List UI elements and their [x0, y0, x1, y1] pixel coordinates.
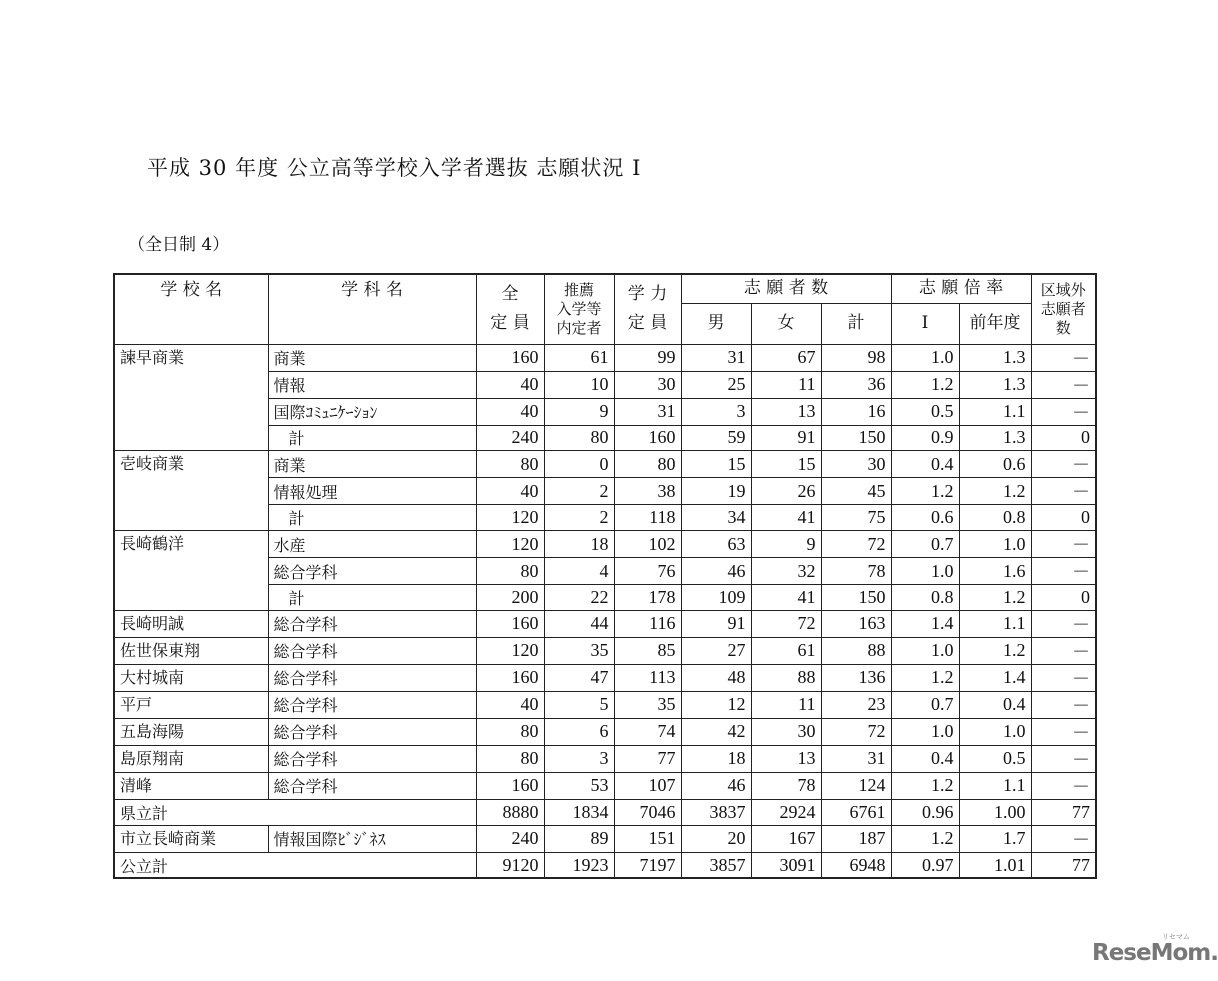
cell-capacity: 40 [476, 398, 544, 425]
cell-total: 150 [821, 585, 891, 611]
cell-recommended: 6 [544, 718, 614, 745]
cell-recommended: 35 [544, 637, 614, 664]
cell-total: 124 [821, 772, 891, 799]
cell-academic-capacity: 116 [614, 610, 681, 637]
cell-capacity: 40 [476, 691, 544, 718]
cell-female: 167 [751, 825, 821, 852]
cell-academic-capacity: 38 [614, 478, 681, 505]
cell-capacity: 200 [476, 585, 544, 611]
header-school: 学 校 名 [114, 274, 268, 344]
header-recommended: 推薦 入学等 内定者 [544, 274, 614, 344]
cell-outside-district: 0 [1031, 505, 1096, 531]
cell-ratio-current: 0.5 [891, 398, 959, 425]
cell-female: 9 [751, 531, 821, 558]
cell-outside-district: 77 [1031, 799, 1096, 825]
cell-ratio-previous: 0.4 [959, 691, 1031, 718]
cell-recommended: 3 [544, 745, 614, 772]
cell-recommended: 80 [544, 425, 614, 451]
cell-academic-capacity: 160 [614, 425, 681, 451]
cell-recommended: 53 [544, 772, 614, 799]
cell-total: 163 [821, 610, 891, 637]
cell-academic-capacity: 113 [614, 664, 681, 691]
subject-name: 総合学科 [268, 691, 476, 718]
cell-ratio-current: 1.0 [891, 344, 959, 371]
cell-female: 88 [751, 664, 821, 691]
cell-academic-capacity: 7046 [614, 799, 681, 825]
cell-ratio-previous: 1.2 [959, 478, 1031, 505]
cell-female: 26 [751, 478, 821, 505]
subject-name: 総合学科 [268, 745, 476, 772]
school-name: 長崎明誠 [114, 610, 268, 637]
cell-outside-district: － [1031, 637, 1096, 664]
cell-academic-capacity: 80 [614, 451, 681, 478]
cell-recommended: 89 [544, 825, 614, 852]
cell-ratio-previous: 0.8 [959, 505, 1031, 531]
cell-outside-district: － [1031, 772, 1096, 799]
cell-total: 45 [821, 478, 891, 505]
cell-outside-district: － [1031, 451, 1096, 478]
cell-total: 6761 [821, 799, 891, 825]
cell-ratio-previous: 1.4 [959, 664, 1031, 691]
cell-outside-district: － [1031, 398, 1096, 425]
cell-ratio-current: 1.0 [891, 637, 959, 664]
header-male: 男 [681, 303, 751, 344]
cell-ratio-current: 1.2 [891, 478, 959, 505]
cell-outside-district: － [1031, 691, 1096, 718]
cell-outside-district: 0 [1031, 425, 1096, 451]
subject-name: 総合学科 [268, 558, 476, 585]
school-name: 大村城南 [114, 664, 268, 691]
cell-ratio-previous: 1.00 [959, 799, 1031, 825]
cell-male: 25 [681, 371, 751, 398]
cell-ratio-current: 1.2 [891, 825, 959, 852]
cell-recommended: 1923 [544, 852, 614, 878]
cell-male: 91 [681, 610, 751, 637]
cell-male: 109 [681, 585, 751, 611]
cell-capacity: 160 [476, 772, 544, 799]
table-row [114, 691, 1096, 718]
header-subject: 学 科 名 [268, 274, 476, 344]
cell-total: 36 [821, 371, 891, 398]
cell-outside-district: － [1031, 558, 1096, 585]
cell-female: 78 [751, 772, 821, 799]
cell-male: 12 [681, 691, 751, 718]
cell-recommended: 4 [544, 558, 614, 585]
cell-female: 41 [751, 505, 821, 531]
page-subtitle: （全日制 4） [128, 235, 230, 255]
school-name: 佐世保東翔 [114, 637, 268, 664]
header-applicants: 志 願 者 数 [681, 274, 891, 303]
cell-female: 2924 [751, 799, 821, 825]
cell-ratio-previous: 1.2 [959, 585, 1031, 611]
cell-outside-district: － [1031, 371, 1096, 398]
cell-academic-capacity: 178 [614, 585, 681, 611]
cell-ratio-current: 0.6 [891, 505, 959, 531]
cell-female: 11 [751, 371, 821, 398]
cell-capacity: 240 [476, 425, 544, 451]
cell-recommended: 44 [544, 610, 614, 637]
cell-ratio-current: 0.7 [891, 531, 959, 558]
cell-recommended: 22 [544, 585, 614, 611]
cell-capacity: 120 [476, 505, 544, 531]
cell-academic-capacity: 76 [614, 558, 681, 585]
school-name: 平戸 [114, 691, 268, 718]
cell-capacity: 160 [476, 344, 544, 371]
header-outside-district: 区域外 志願者 数 [1031, 274, 1096, 344]
table-row [114, 664, 1096, 691]
table-row [114, 825, 1096, 852]
cell-recommended: 10 [544, 371, 614, 398]
cell-total: 187 [821, 825, 891, 852]
cell-total: 6948 [821, 852, 891, 878]
header-ratio-previous: 前年度 [959, 303, 1031, 344]
cell-capacity: 120 [476, 637, 544, 664]
cell-ratio-previous: 1.01 [959, 852, 1031, 878]
total-label: 県立計 [114, 799, 476, 825]
cell-male: 19 [681, 478, 751, 505]
cell-outside-district: 0 [1031, 585, 1096, 611]
cell-outside-district: － [1031, 745, 1096, 772]
cell-ratio-current: 1.4 [891, 610, 959, 637]
cell-total: 72 [821, 531, 891, 558]
cell-academic-capacity: 107 [614, 772, 681, 799]
cell-ratio-current: 0.4 [891, 745, 959, 772]
subject-name: 商業 [268, 344, 476, 371]
cell-male: 15 [681, 451, 751, 478]
cell-ratio-previous: 1.3 [959, 371, 1031, 398]
table-row [114, 745, 1096, 772]
subject-name: 総合学科 [268, 718, 476, 745]
header-female: 女 [751, 303, 821, 344]
cell-capacity: 80 [476, 451, 544, 478]
cell-male: 20 [681, 825, 751, 852]
school-name: 清峰 [114, 772, 268, 799]
cell-capacity: 40 [476, 371, 544, 398]
school-name: 諫早商業 [114, 344, 268, 451]
cell-total: 78 [821, 558, 891, 585]
cell-outside-district: － [1031, 478, 1096, 505]
total-label: 公立計 [114, 852, 476, 878]
cell-outside-district: － [1031, 664, 1096, 691]
cell-male: 18 [681, 745, 751, 772]
subject-name: 総合学科 [268, 610, 476, 637]
cell-outside-district: － [1031, 531, 1096, 558]
header-ratio: 志 願 倍 率 [891, 274, 1031, 303]
cell-recommended: 9 [544, 398, 614, 425]
cell-capacity: 240 [476, 825, 544, 852]
cell-male: 42 [681, 718, 751, 745]
cell-academic-capacity: 35 [614, 691, 681, 718]
applications-table [113, 273, 1097, 879]
subtotal-label: 計 [268, 505, 476, 531]
subject-name: 総合学科 [268, 772, 476, 799]
cell-academic-capacity: 85 [614, 637, 681, 664]
cell-male: 63 [681, 531, 751, 558]
cell-female: 61 [751, 637, 821, 664]
table-row [114, 637, 1096, 664]
cell-ratio-previous: 1.1 [959, 398, 1031, 425]
cell-capacity: 80 [476, 718, 544, 745]
cell-female: 3091 [751, 852, 821, 878]
table-row [114, 772, 1096, 799]
cell-outside-district: － [1031, 610, 1096, 637]
table-row [114, 718, 1096, 745]
cell-recommended: 47 [544, 664, 614, 691]
cell-total: 16 [821, 398, 891, 425]
cell-capacity: 80 [476, 745, 544, 772]
cell-capacity: 8880 [476, 799, 544, 825]
cell-ratio-previous: 1.1 [959, 610, 1031, 637]
cell-total: 75 [821, 505, 891, 531]
total-row [114, 852, 1096, 878]
cell-total: 98 [821, 344, 891, 371]
cell-female: 13 [751, 398, 821, 425]
school-name: 島原翔南 [114, 745, 268, 772]
subtotal-label: 計 [268, 425, 476, 451]
cell-female: 72 [751, 610, 821, 637]
subject-name: 情報国際ﾋﾞｼﾞﾈｽ [268, 825, 476, 852]
cell-male: 3857 [681, 852, 751, 878]
page-title: 平成 30 年度 公立高等学校入学者選抜 志願状況 I [147, 156, 642, 180]
cell-total: 136 [821, 664, 891, 691]
cell-male: 27 [681, 637, 751, 664]
header-total: 計 [821, 303, 891, 344]
cell-ratio-current: 0.96 [891, 799, 959, 825]
cell-female: 30 [751, 718, 821, 745]
cell-male: 46 [681, 558, 751, 585]
cell-ratio-current: 1.0 [891, 558, 959, 585]
cell-recommended: 1834 [544, 799, 614, 825]
cell-outside-district: 77 [1031, 852, 1096, 878]
cell-ratio-current: 1.2 [891, 772, 959, 799]
school-name: 五島海陽 [114, 718, 268, 745]
cell-ratio-current: 1.2 [891, 371, 959, 398]
cell-ratio-previous: 1.1 [959, 772, 1031, 799]
table-row [114, 344, 1096, 371]
cell-ratio-current: 1.0 [891, 718, 959, 745]
cell-outside-district: － [1031, 718, 1096, 745]
cell-ratio-previous: 0.6 [959, 451, 1031, 478]
resemom-logo: ReseMom. リセマム [1092, 933, 1218, 966]
cell-ratio-previous: 1.3 [959, 425, 1031, 451]
subject-name: 情報 [268, 371, 476, 398]
cell-ratio-current: 0.8 [891, 585, 959, 611]
cell-academic-capacity: 7197 [614, 852, 681, 878]
cell-ratio-previous: 1.7 [959, 825, 1031, 852]
cell-female: 15 [751, 451, 821, 478]
cell-male: 3837 [681, 799, 751, 825]
subject-name: 水産 [268, 531, 476, 558]
total-row [114, 799, 1096, 825]
cell-academic-capacity: 31 [614, 398, 681, 425]
subject-name: 総合学科 [268, 664, 476, 691]
cell-capacity: 120 [476, 531, 544, 558]
cell-ratio-current: 0.4 [891, 451, 959, 478]
cell-ratio-previous: 1.6 [959, 558, 1031, 585]
cell-academic-capacity: 74 [614, 718, 681, 745]
cell-total: 31 [821, 745, 891, 772]
cell-total: 30 [821, 451, 891, 478]
cell-outside-district: － [1031, 344, 1096, 371]
cell-academic-capacity: 30 [614, 371, 681, 398]
subject-name: 総合学科 [268, 637, 476, 664]
cell-male: 34 [681, 505, 751, 531]
subtotal-label: 計 [268, 585, 476, 611]
cell-ratio-current: 0.9 [891, 425, 959, 451]
cell-male: 31 [681, 344, 751, 371]
cell-capacity: 9120 [476, 852, 544, 878]
cell-recommended: 0 [544, 451, 614, 478]
cell-female: 91 [751, 425, 821, 451]
cell-total: 88 [821, 637, 891, 664]
subject-name: 情報処理 [268, 478, 476, 505]
school-name: 長崎鶴洋 [114, 531, 268, 611]
cell-capacity: 40 [476, 478, 544, 505]
cell-capacity: 80 [476, 558, 544, 585]
cell-academic-capacity: 151 [614, 825, 681, 852]
cell-ratio-previous: 0.5 [959, 745, 1031, 772]
cell-academic-capacity: 118 [614, 505, 681, 531]
cell-recommended: 18 [544, 531, 614, 558]
cell-total: 23 [821, 691, 891, 718]
table-row [114, 531, 1096, 558]
header-capacity: 全 定 員 [476, 274, 544, 344]
cell-ratio-current: 0.97 [891, 852, 959, 878]
cell-ratio-previous: 1.2 [959, 637, 1031, 664]
cell-recommended: 2 [544, 505, 614, 531]
cell-total: 72 [821, 718, 891, 745]
cell-male: 48 [681, 664, 751, 691]
cell-female: 67 [751, 344, 821, 371]
cell-academic-capacity: 77 [614, 745, 681, 772]
cell-ratio-previous: 1.0 [959, 718, 1031, 745]
cell-female: 41 [751, 585, 821, 611]
cell-female: 13 [751, 745, 821, 772]
cell-recommended: 5 [544, 691, 614, 718]
cell-male: 46 [681, 772, 751, 799]
cell-outside-district: － [1031, 825, 1096, 852]
cell-recommended: 61 [544, 344, 614, 371]
cell-ratio-current: 0.7 [891, 691, 959, 718]
header-academic-capacity: 学 力 定 員 [614, 274, 681, 344]
cell-male: 59 [681, 425, 751, 451]
cell-female: 11 [751, 691, 821, 718]
subject-name: 国際ｺﾐｭﾆｹｰｼｮﾝ [268, 398, 476, 425]
cell-capacity: 160 [476, 610, 544, 637]
cell-academic-capacity: 102 [614, 531, 681, 558]
cell-ratio-previous: 1.3 [959, 344, 1031, 371]
cell-ratio-current: 1.2 [891, 664, 959, 691]
cell-male: 3 [681, 398, 751, 425]
table-row [114, 610, 1096, 637]
table-row [114, 451, 1096, 478]
cell-capacity: 160 [476, 664, 544, 691]
cell-female: 32 [751, 558, 821, 585]
school-name: 市立長崎商業 [114, 825, 268, 852]
cell-total: 150 [821, 425, 891, 451]
cell-academic-capacity: 99 [614, 344, 681, 371]
cell-ratio-previous: 1.0 [959, 531, 1031, 558]
header-ratio-current: I [891, 303, 959, 344]
subject-name: 商業 [268, 451, 476, 478]
school-name: 壱岐商業 [114, 451, 268, 531]
cell-recommended: 2 [544, 478, 614, 505]
